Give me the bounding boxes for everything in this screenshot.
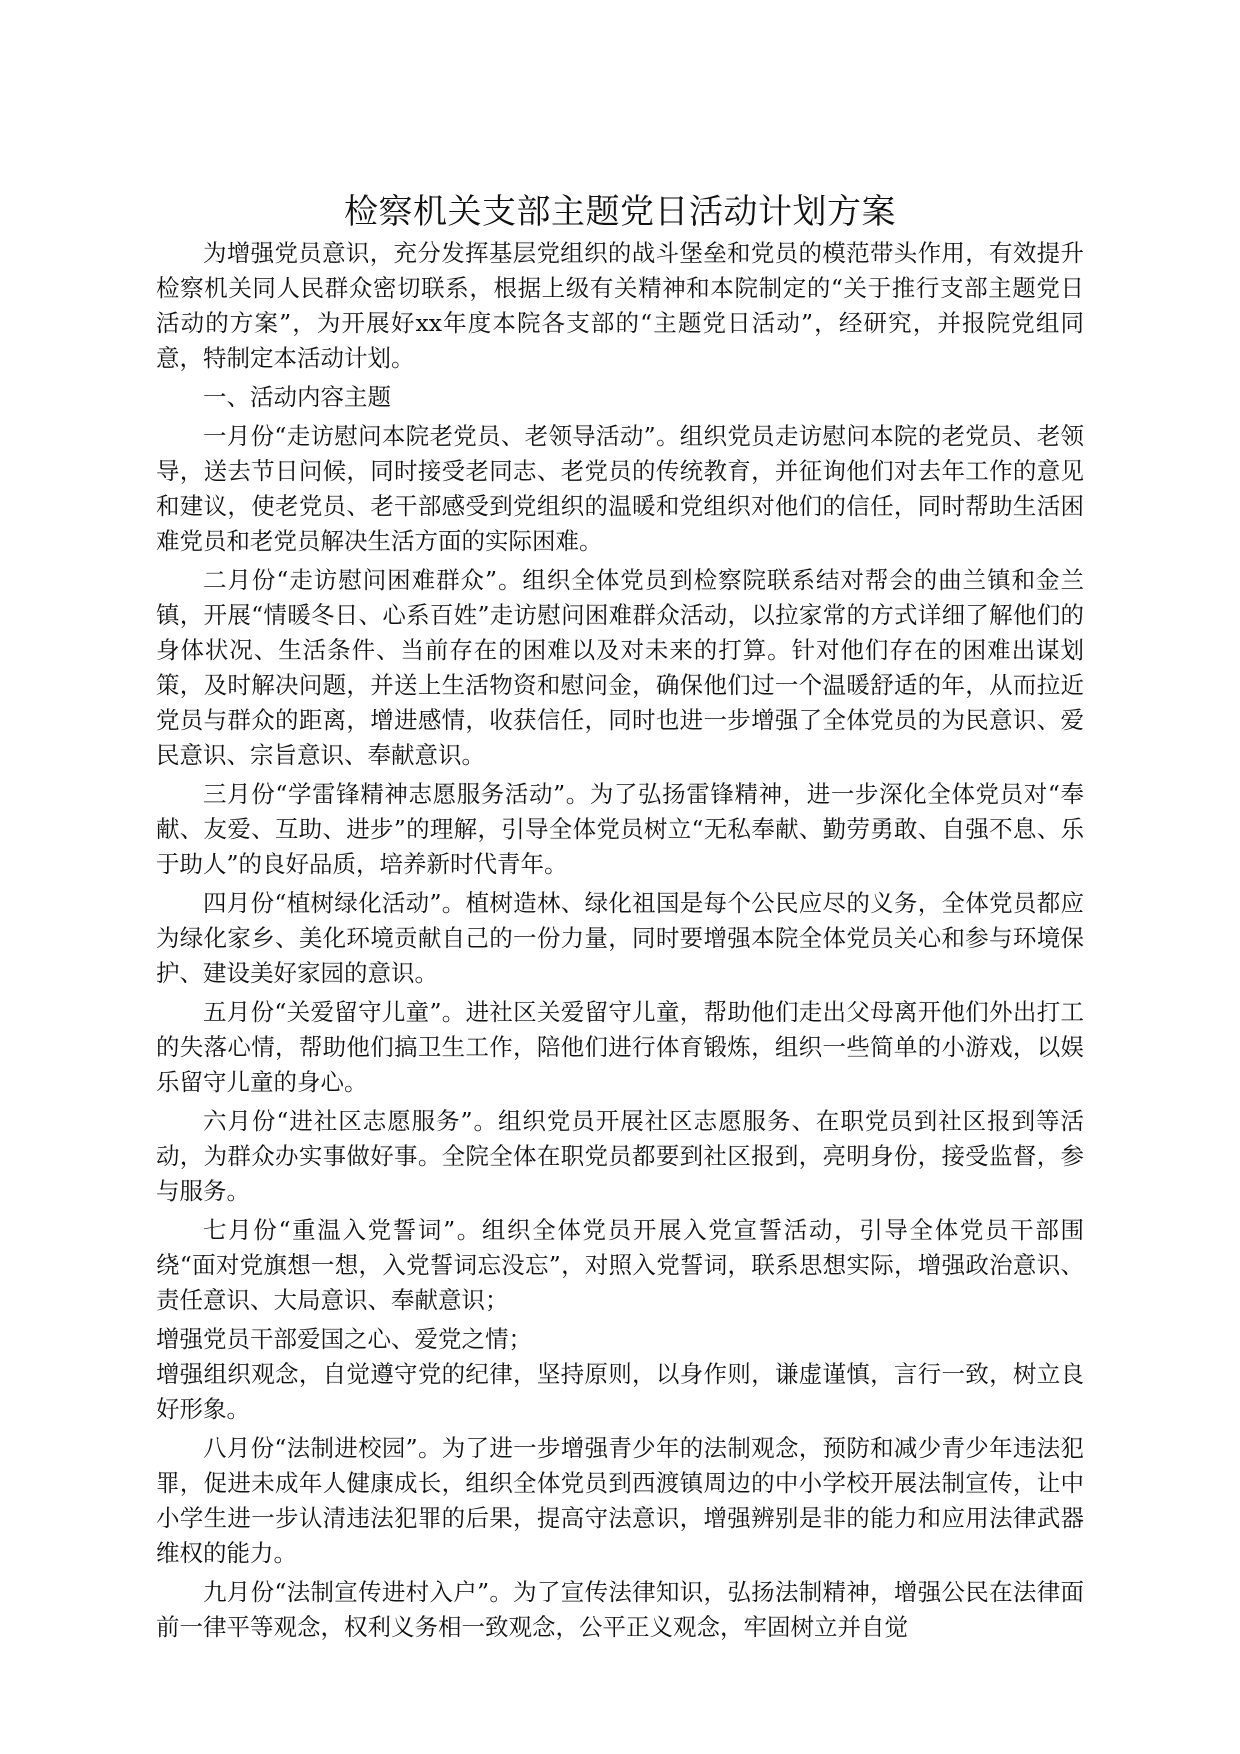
paragraph-june: 六月份“进社区志愿服务”。组织党员开展社区志愿服务、在职党员到社区报到等活动，为群众办实事做好事。全院全体在职党员都要到社区报到，亮明身份，接受监督，参与服务。 — [156, 1107, 1084, 1205]
paragraph-april: 四月份“植树绿化活动”。植树造林、绿化祖国是每个公民应尽的义务，全体党员都应为绿化家乡、美化环境贡献自己的一份力量，同时要增强本院全体党员关心和参与环境保护、建设美好家园的意识。 — [156, 889, 1084, 987]
paragraph-july-line-2: 增强党员干部爱国之心、爱党之情； — [156, 1325, 532, 1353]
document-title: 检察机关支部主题党日活动计划方案 — [344, 192, 896, 232]
paragraph-january: 一月份“走访慰问本院老党员、老领导活动”。组织党员走访慰问本院的老党员、老领导，送去节日问候，同时接受老同志、老党员的传统教育，并征询他们对去年工作的意见和建议，使老党员、老干部感受到党组织的温暖和党组织对他们的信任，同时帮助生活困难党员和老党员解决生活方面的实际困难。 — [156, 422, 1084, 555]
paragraph-july-line-3: 增强组织观念，自觉遵守党的纪律，坚持原则，以身作则，谦虚谨慎，言行一致，树立良好形象。 — [156, 1360, 1084, 1423]
paragraph-september: 九月份“法制宣传进村入户”。为了宣传法律知识，弘扬法制精神，增强公民在法律面前一律平等观念，权利义务相一致观念，公平正义观念，牢固树立并自觉 — [156, 1578, 1084, 1641]
paragraph-intro: 为增强党员意识，充分发挥基层党组织的战斗堡垒和党员的模范带头作用，有效提升检察机关同人民群众密切联系，根据上级有关精神和本院制定的“关于推行支部主题党日活动的方案”，为开展好xx年度本院各支部的“主题党日活动”，经研究，并报院党组同意，特制定本活动计划。 — [156, 239, 1084, 372]
paragraph-february: 二月份“走访慰问困难群众”。组织全体党员到检察院联系结对帮会的曲兰镇和金兰镇，开展“情暖冬日、心系百姓”走访慰问困难群众活动，以拉家常的方式详细了解他们的身体状况、生活条件、当前存在的困难以及对未来的打算。针对他们存在的困难出谋划策，及时解决问题，并送上生活物资和慰问金，确保他们过一个温暖舒适的年，从而拉近党员与群众的距离，增进感情，收获信任，同时也进一步增强了全体党员的为民意识、爱民意识、宗旨意识、奉献意识。 — [156, 566, 1084, 769]
paragraph-march: 三月份“学雷锋精神志愿服务活动”。为了弘扬雷锋精神，进一步深化全体党员对“奉献、友爱、互助、进步”的理解，引导全体党员树立“无私奉献、勤劳勇敢、自强不息、乐于助人”的良好品质，培养新时代青年。 — [156, 780, 1084, 878]
paragraph-may: 五月份“关爱留守儿童”。进社区关爱留守儿童，帮助他们走出父母离开他们外出打工的失落心情，帮助他们搞卫生工作，陪他们进行体育锻炼，组织一些简单的小游戏，以娱乐留守儿童的身心。 — [156, 998, 1084, 1096]
document-page — [156, 190, 1084, 1649]
section-heading: 一、活动内容主题 — [203, 383, 391, 411]
paragraph-july: 七月份“重温入党誓词”。组织全体党员开展入党宣誓活动，引导全体党员干部围绕“面对党旗想一想，入党誓词忘没忘”，对照入党誓词，联系思想实际，增强政治意识、责任意识、大局意识、奉献意识； — [156, 1216, 1084, 1314]
paragraph-august: 八月份“法制进校园”。为了进一步增强青少年的法制观念，预防和减少青少年违法犯罪，促进未成年人健康成长，组织全体党员到西渡镇周边的中小学校开展法制宣传，让中小学生进一步认清违法犯罪的后果，提高守法意识，增强辨别是非的能力和应用法律武器维权的能力。 — [156, 1434, 1084, 1567]
